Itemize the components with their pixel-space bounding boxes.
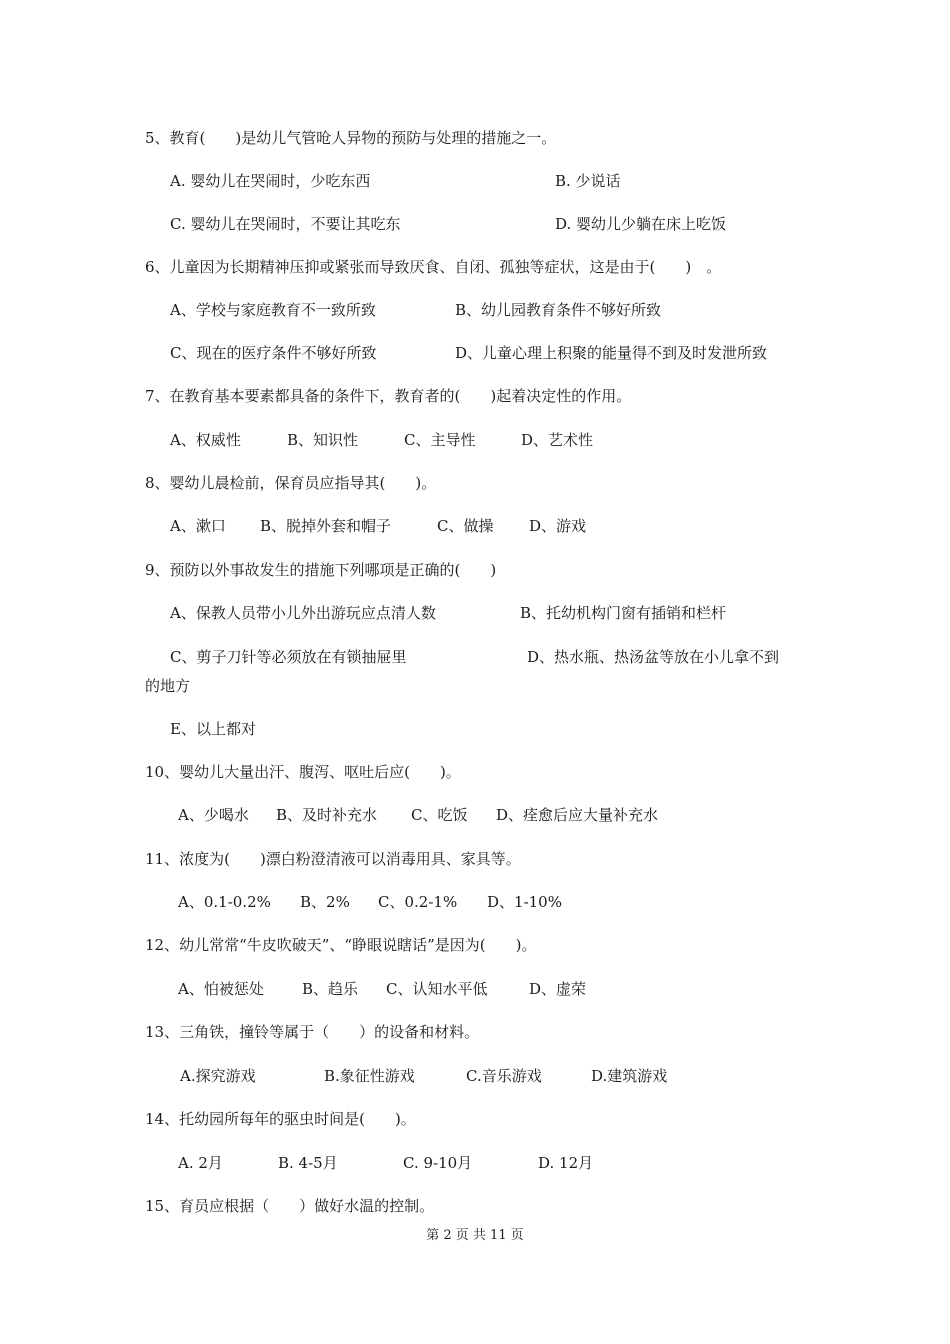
page-footer: 第 2 页 共 11 页 bbox=[426, 1228, 524, 1243]
question-9-option-a: A、保教人员带小儿外出游玩应点清人数 bbox=[170, 604, 436, 622]
question-9-option-c: C、剪子刀针等必须放在有锁抽屉里 bbox=[170, 648, 407, 666]
question-12-stem: 12、幼儿常常“牛皮吹破天”、“睁眼说瞎话”是因为( )。 bbox=[145, 936, 537, 954]
question-9-stem: 9、预防以外事故发生的措施下列哪项是正确的( ) bbox=[145, 561, 497, 579]
question-9-option-d-continued: 的地方 bbox=[145, 677, 191, 695]
question-15-stem: 15、育员应根据（ ）做好水温的控制。 bbox=[145, 1197, 435, 1215]
question-8-option-a: A、漱口 bbox=[170, 517, 226, 535]
question-7-option-d: D、艺术性 bbox=[521, 431, 594, 449]
question-11-option-c: C、0.2-1% bbox=[378, 893, 458, 911]
question-12-option-b: B、趋乐 bbox=[302, 980, 359, 998]
question-5-stem: 5、教育( )是幼儿气管呛人异物的预防与处理的措施之一。 bbox=[145, 129, 557, 147]
question-14-option-a: A. 2月 bbox=[178, 1154, 223, 1172]
question-13-option-c: C.音乐游戏 bbox=[466, 1067, 542, 1085]
question-7-option-c: C、主导性 bbox=[404, 431, 476, 449]
question-5-option-a: A. 婴幼儿在哭闹时，少吃东西 bbox=[170, 172, 371, 190]
question-6-stem: 6、儿童因为长期精神压抑或紧张而导致厌食、自闭、孤独等症状，这是由于( ) 。 bbox=[145, 258, 722, 276]
question-11-option-b: B、2% bbox=[300, 893, 350, 911]
question-6-option-c: C、现在的医疗条件不够好所致 bbox=[170, 344, 377, 362]
question-6-option-a: A、学校与家庭教育不一致所致 bbox=[170, 301, 376, 319]
question-8-option-b: B、脱掉外套和帽子 bbox=[260, 517, 392, 535]
question-7-stem: 7、在教育基本要素都具备的条件下，教育者的( )起着决定性的作用。 bbox=[145, 387, 632, 405]
question-12-option-a: A、怕被惩处 bbox=[178, 980, 264, 998]
question-7-option-a: A、权威性 bbox=[170, 431, 241, 449]
question-13-option-d: D.建筑游戏 bbox=[591, 1067, 668, 1085]
question-10-option-b: B、及时补充水 bbox=[276, 806, 378, 824]
question-14-option-c: C. 9-10月 bbox=[403, 1154, 473, 1172]
question-7-option-b: B、知识性 bbox=[287, 431, 359, 449]
question-5-option-d: D. 婴幼儿少躺在床上吃饭 bbox=[555, 215, 727, 233]
question-13-stem: 13、三角铁，撞铃等属于（ ）的设备和材料。 bbox=[145, 1023, 480, 1041]
question-13-option-b: B.象征性游戏 bbox=[324, 1067, 415, 1085]
question-6-option-d: D、儿童心理上积聚的能量得不到及时发泄所致 bbox=[455, 344, 768, 362]
question-6-option-b: B、幼儿园教育条件不够好所致 bbox=[455, 301, 662, 319]
question-8-option-d: D、游戏 bbox=[529, 517, 587, 535]
question-14-stem: 14、托幼园所每年的驱虫时间是( )。 bbox=[145, 1110, 416, 1128]
question-5-option-b: B. 少说话 bbox=[555, 172, 621, 190]
question-13-option-a: A.探究游戏 bbox=[180, 1067, 256, 1085]
question-10-stem: 10、婴幼儿大量出汗、腹泻、呕吐后应( )。 bbox=[145, 763, 461, 781]
question-14-option-d: D. 12月 bbox=[538, 1154, 594, 1172]
question-10-option-c: C、吃饭 bbox=[411, 806, 468, 824]
question-10-option-d: D、痊愈后应大量补充水 bbox=[496, 806, 659, 824]
question-11-option-a: A、0.1-0.2% bbox=[178, 893, 271, 911]
question-9-option-b: B、托幼机构门窗有插销和栏杆 bbox=[520, 604, 727, 622]
question-5-option-c: C. 婴幼儿在哭闹时，不要让其吃东 bbox=[170, 215, 401, 233]
question-12-option-c: C、认知水平低 bbox=[386, 980, 488, 998]
question-12-option-d: D、虚荣 bbox=[529, 980, 587, 998]
question-11-stem: 11、浓度为( )漂白粉澄清液可以消毒用具、家具等。 bbox=[145, 850, 521, 868]
question-9-option-d: D、热水瓶、热汤盆等放在小儿拿不到 bbox=[527, 648, 780, 666]
question-11-option-d: D、1-10% bbox=[487, 893, 562, 911]
question-8-stem: 8、婴幼儿晨检前，保育员应指导其( )。 bbox=[145, 474, 437, 492]
question-9-option-e: E、以上都对 bbox=[170, 720, 256, 738]
question-10-option-a: A、少喝水 bbox=[178, 806, 249, 824]
question-14-option-b: B. 4-5月 bbox=[278, 1154, 338, 1172]
question-8-option-c: C、做操 bbox=[437, 517, 494, 535]
